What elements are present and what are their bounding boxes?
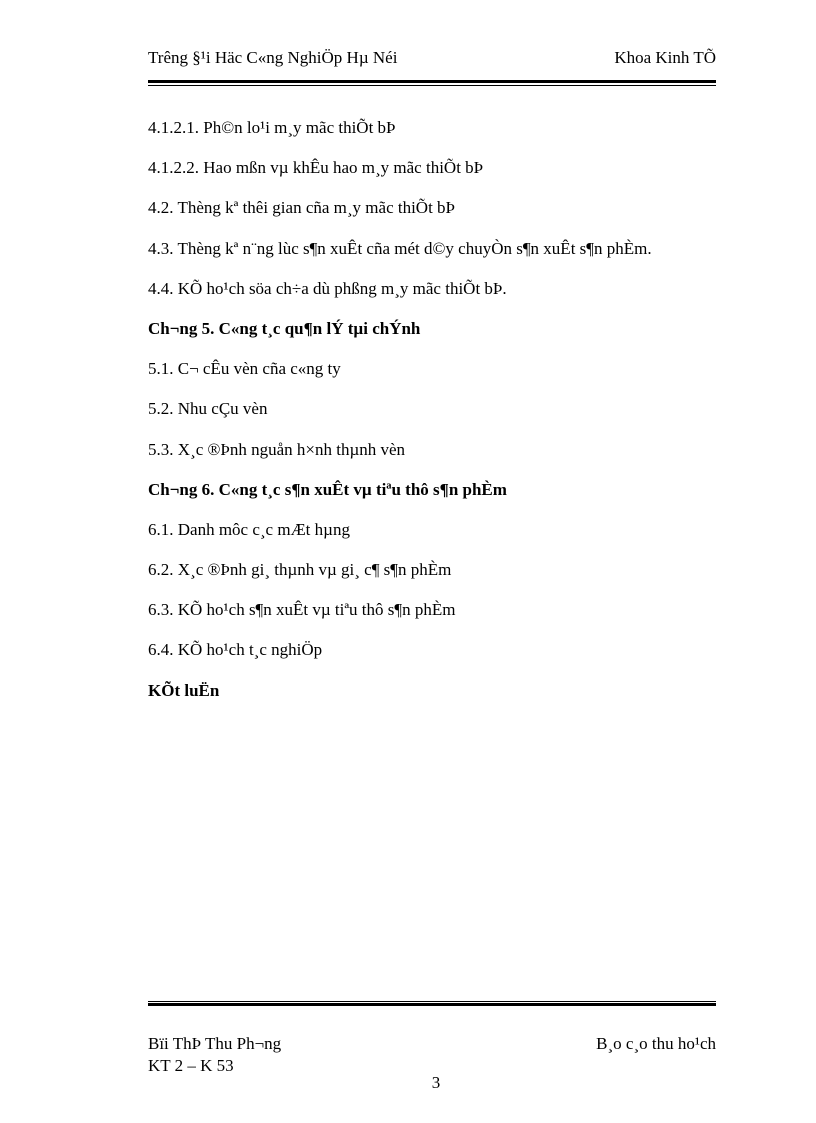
toc-chapter-heading: Ch¬ng 6. C«ng t¸c s¶n xuÊt vµ tiªu thô s¶n phÈm [148, 479, 507, 499]
toc-entry: 4.3. Thèng kª n¨ng lùc s¶n xuÊt cña mét d©y chuyÒn s¶n xuÊt s¶n phÈm. [148, 238, 652, 258]
footer-divider [148, 1001, 716, 1007]
toc-entry: 6.2. X¸c ®Þnh gi¸ thµnh vµ gi¸ c¶ s¶n phÈm [148, 560, 452, 580]
toc-entry: 5.2. Nhu cÇu vèn [148, 399, 268, 419]
toc-chapter-heading: KÕt luËn [148, 680, 220, 700]
toc-entry: 5.3. X¸c ®Þnh nguån h×nh thµnh vèn [148, 439, 406, 459]
toc-entry: 6.1. Danh môc c¸c mÆt hµng [148, 519, 350, 539]
footer-author: Bïi ThÞ Thu Ph¬ng [148, 1034, 282, 1053]
toc-entry: 4.2. Thèng kª thêi gian cña m¸y mãc thiÕt bÞ [148, 198, 456, 218]
footer-report-title: B¸o c¸o thu ho¹ch [596, 1034, 716, 1053]
page-number: 3 [431, 1073, 441, 1092]
toc-entry: 5.1. C¬ cÊu vèn cña c«ng ty [148, 359, 341, 379]
header-divider [148, 80, 716, 86]
toc-chapter-heading: Ch¬ng 5. C«ng t¸c qu¶n lÝ tµi chÝnh [148, 318, 421, 338]
toc-entry: 4.1.2.1. Ph©n lo¹i m¸y mãc thiÕt bÞ [148, 118, 396, 137]
toc-entry: 6.3. KÕ ho¹ch s¶n xuÊt vµ tiªu thô s¶n phÈm [148, 600, 456, 620]
toc-entry: 4.4. KÕ ho¹ch söa ch÷a dù phßng m¸y mãc thiÕt bÞ. [148, 278, 507, 298]
footer-class: KT 2 – K 53 [148, 1056, 234, 1075]
toc-entry: 6.4. KÕ ho¹ch t¸c nghiÖp [148, 640, 323, 660]
header-faculty-name: Khoa Kinh TÕ [614, 48, 716, 67]
toc-entry: 4.1.2.2. Hao mßn vµ khÊu hao m¸y mãc thiÕt bÞ [148, 158, 484, 178]
table-of-contents [148, 116, 728, 719]
footer-author-block [148, 1033, 281, 1077]
page-header [148, 48, 716, 72]
header-school-name: Trêng §¹i Häc C«ng NghiÖp Hµ Néi [148, 48, 398, 67]
